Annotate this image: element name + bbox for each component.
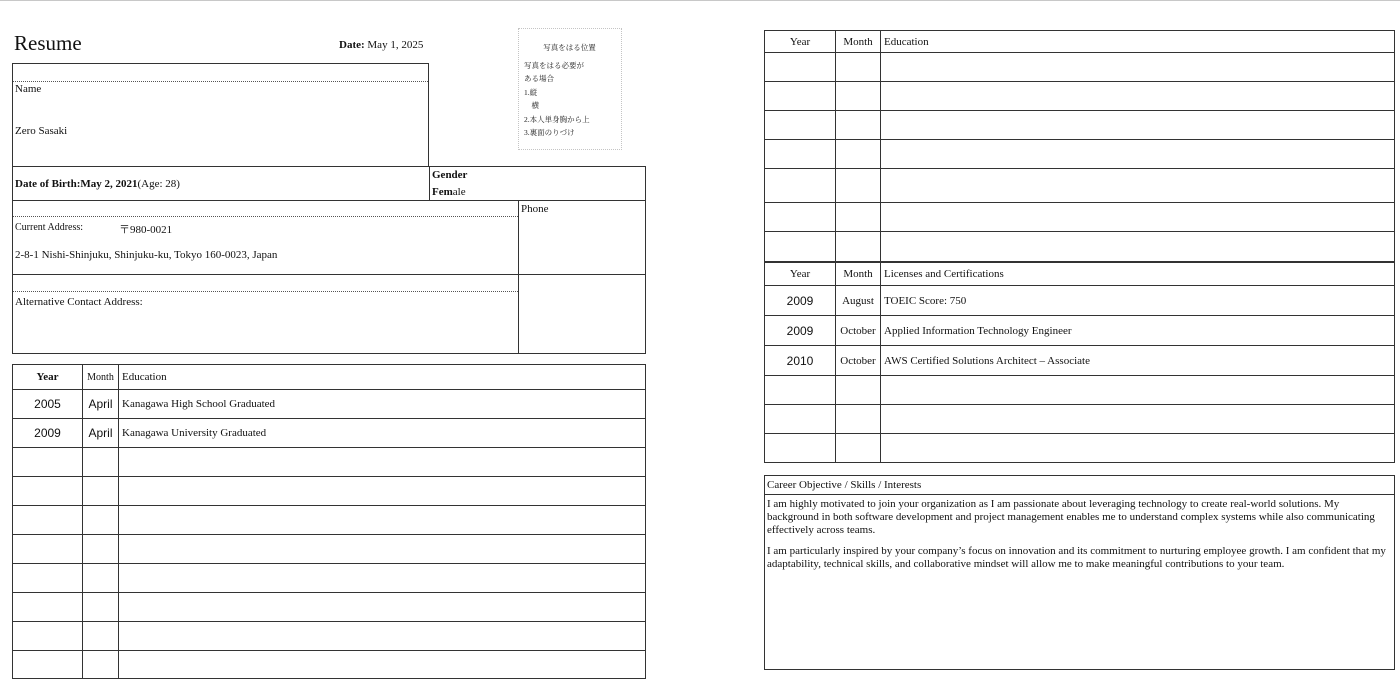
gender-value-rest: ale [452, 186, 466, 198]
address-box [12, 200, 519, 275]
current-address-label: Current Address: [15, 222, 84, 233]
table-cell-year: 2005 [13, 390, 83, 419]
table-cell-month [836, 169, 881, 203]
photo-note-line: 写真をはる必要が [524, 60, 584, 70]
age-text: (Age: 28) [137, 178, 180, 190]
table-cell-desc [119, 622, 646, 651]
table-cell-desc: Applied Information Technology Engineer [881, 316, 1395, 346]
col-licenses-header: Licenses and Certifications [881, 262, 1395, 286]
col-month-header: Month [83, 365, 119, 390]
col-year-header: Year [765, 262, 836, 286]
phone-box [518, 200, 646, 275]
table-cell-desc [881, 140, 1395, 169]
table-cell-year [765, 111, 836, 140]
photo-placeholder [518, 28, 622, 150]
col-month-header: Month [836, 31, 881, 53]
table-cell-desc [881, 203, 1395, 232]
table-cell-month [83, 593, 119, 622]
career-paragraph: I am particularly inspired by your company’s focus on innovation and its commitment to nurturing employee growth. I am confident that my adaptability, technical skills, and collaborative mindset will allow me to make meaningful contributions to your team. [767, 545, 1386, 570]
licenses-table [764, 261, 1395, 463]
table-cell-year [765, 82, 836, 111]
table-cell-desc [881, 169, 1395, 203]
table-cell-desc [119, 477, 646, 506]
alt-phone-box [518, 274, 646, 354]
table-cell-desc: Kanagawa University Graduated [119, 419, 646, 448]
col-year-header: Year [765, 31, 836, 53]
postal-code: 〒980-0021 [119, 224, 173, 236]
table-cell-desc [881, 53, 1395, 82]
date-label: Date: [339, 39, 365, 51]
table-cell-month [83, 477, 119, 506]
table-cell-month [836, 53, 881, 82]
table-cell-desc: Kanagawa High School Graduated [119, 390, 646, 419]
photo-note-line: 2.本人単身胸から上 [524, 114, 590, 124]
top-border-line [0, 0, 1400, 1]
photo-title: 写真をはる位置 [543, 43, 596, 52]
table-cell-year [765, 232, 836, 263]
col-year-header: Year [13, 365, 83, 390]
col-month-header: Month [836, 262, 881, 286]
table-cell-month [83, 622, 119, 651]
table-cell-month [836, 232, 881, 263]
table-cell-year [765, 53, 836, 82]
table-cell-year [765, 169, 836, 203]
gender-value [432, 186, 466, 198]
table-cell-desc [119, 448, 646, 477]
alt-address-label: Alternative Contact Address: [15, 296, 143, 308]
dob-box [12, 166, 430, 201]
date-value: May 1, 2025 [367, 39, 424, 51]
table-cell-month [836, 434, 881, 463]
dob-field [15, 178, 180, 190]
table-cell-year [13, 651, 83, 679]
table-cell-month [836, 203, 881, 232]
table-cell-desc [119, 506, 646, 535]
table-cell-year [765, 405, 836, 434]
table-cell-desc [119, 593, 646, 622]
table-cell-month [836, 111, 881, 140]
gender-label: Gender [432, 169, 468, 181]
table-cell-month: October [836, 316, 881, 346]
career-objective-box [764, 475, 1395, 670]
photo-note-line: ある場合 [524, 74, 554, 83]
resume-date [339, 39, 423, 51]
resume-title: Resume [14, 31, 82, 55]
table-cell-desc [881, 405, 1395, 434]
table-cell-desc [881, 82, 1395, 111]
table-cell-year [765, 434, 836, 463]
table-cell-month: October [836, 346, 881, 376]
table-cell-year: 2009 [765, 316, 836, 346]
table-cell-desc: TOEIC Score: 750 [881, 286, 1395, 316]
table-cell-year [13, 506, 83, 535]
table-cell-year [13, 593, 83, 622]
table-cell-desc [881, 376, 1395, 405]
table-cell-year [13, 535, 83, 564]
career-paragraph: I am highly motivated to join your organization as I am passionate about leveraging technology to create real-world solutions. My background in both software development and project management enables me to understand complex systems while also communicating effectively across teams. [767, 498, 1375, 536]
table-cell-year [13, 564, 83, 593]
table-cell-year: 2009 [13, 419, 83, 448]
name-box [12, 63, 429, 167]
table-cell-year [13, 477, 83, 506]
table-cell-month [83, 448, 119, 477]
table-cell-year [765, 203, 836, 232]
photo-note-line: 1.縦 [524, 87, 538, 97]
table-cell-desc [881, 111, 1395, 140]
table-cell-month [83, 651, 119, 679]
alt-address-box [12, 274, 519, 354]
career-objective-title: Career Objective / Skills / Interests [765, 476, 1394, 495]
education-table-right [764, 30, 1395, 263]
table-cell-desc [881, 434, 1395, 463]
dob-label: Date of Birth: [15, 178, 81, 190]
dob-value: May 2, 2021 [80, 178, 138, 190]
table-cell-month [836, 405, 881, 434]
name-label: Name [15, 83, 42, 95]
table-cell-month [836, 82, 881, 111]
table-cell-year [13, 622, 83, 651]
table-cell-desc: AWS Certified Solutions Architect – Associate [881, 346, 1395, 376]
phone-label: Phone [521, 203, 549, 215]
current-address-value: 2-8-1 Nishi-Shinjuku, Shinjuku-ku, Tokyo 160-0023, Japan [15, 249, 278, 261]
education-table-left [12, 364, 646, 679]
col-education-header: Education [881, 31, 1395, 53]
table-cell-desc [119, 535, 646, 564]
table-cell-year: 2009 [765, 286, 836, 316]
table-cell-desc [119, 651, 646, 679]
gender-box [429, 166, 646, 201]
table-cell-desc [119, 564, 646, 593]
table-cell-month: April [83, 390, 119, 419]
table-cell-year: 2010 [765, 346, 836, 376]
photo-note-line: 横 [524, 101, 539, 110]
table-cell-year [13, 448, 83, 477]
table-cell-month [83, 506, 119, 535]
table-cell-year [765, 376, 836, 405]
table-cell-month [836, 140, 881, 169]
table-cell-year [765, 140, 836, 169]
table-cell-month: August [836, 286, 881, 316]
table-cell-month [836, 376, 881, 405]
col-education-header: Education [119, 365, 646, 390]
gender-value-bold: Fem [432, 186, 453, 198]
photo-note-line: 3.裏面のりづけ [524, 128, 575, 137]
table-cell-desc [881, 232, 1395, 263]
table-cell-month: April [83, 419, 119, 448]
table-cell-month [83, 564, 119, 593]
name-value: Zero Sasaki [15, 125, 68, 137]
table-cell-month [83, 535, 119, 564]
